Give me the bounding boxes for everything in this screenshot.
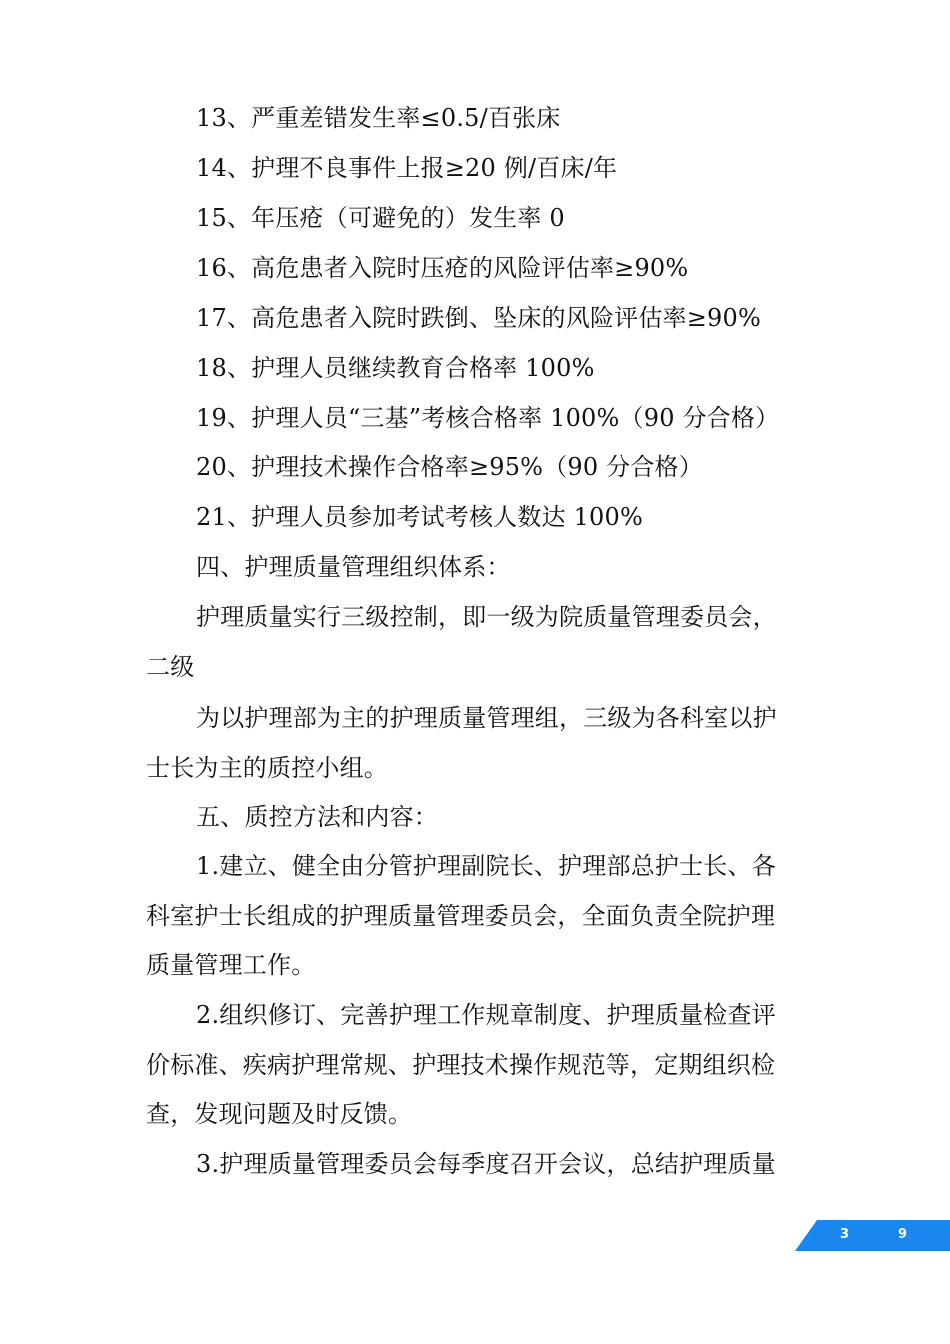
paragraph-line: 3.护理质量管理委员会每季度召开会议，总结护理质量 — [196, 1150, 776, 1178]
paragraph-line: 士长为主的质控小组。 — [146, 754, 388, 782]
paragraph-line: 查，发现问题及时反馈。 — [146, 1100, 413, 1128]
paragraph-line: 2.组织修订、完善护理工作规章制度、护理质量检查评 — [196, 1001, 776, 1029]
paragraph-line: 质量管理工作。 — [146, 951, 316, 979]
list-item-16: 16、高危患者入院时压疮的风险评估率≥90% — [196, 254, 689, 282]
list-item-18: 18、护理人员继续教育合格率 100% — [196, 354, 595, 382]
list-item-20: 20、护理技术操作合格率≥95%（90 分合格） — [196, 453, 703, 481]
paragraph-line: 为以护理部为主的护理质量管理组，三级为各科室以护 — [196, 704, 777, 732]
section-heading-4: 四、护理质量管理组织体系： — [196, 553, 511, 581]
page-total: 9 — [898, 1227, 908, 1242]
list-item-14: 14、护理不良事件上报≥20 例/百床/年 — [196, 154, 618, 182]
paragraph-line: 二级 — [146, 653, 195, 681]
page-current: 3 — [840, 1227, 850, 1242]
paragraph-line: 价标准、疾病护理常规、护理技术操作规范等，定期组织检 — [146, 1051, 776, 1079]
page-number-badge — [795, 1220, 950, 1251]
section-heading-5: 五、质控方法和内容： — [196, 803, 438, 831]
list-item-13: 13、严重差错发生率≤0.5/百张床 — [196, 104, 561, 132]
paragraph-line: 科室护士长组成的护理质量管理委员会，全面负责全院护理 — [146, 902, 776, 930]
list-item-17: 17、高危患者入院时跌倒、坠床的风险评估率≥90% — [196, 304, 761, 332]
list-item-21: 21、护理人员参加考试考核人数达 100% — [196, 503, 643, 531]
paragraph-line: 护理质量实行三级控制，即一级为院质量管理委员会， — [196, 603, 777, 631]
paragraph-line: 1.建立、健全由分管护理副院长、护理部总护士长、各 — [196, 852, 776, 880]
list-item-15: 15、年压疮（可避免的）发生率 0 — [196, 204, 565, 232]
list-item-19: 19、护理人员“三基”考核合格率 100%（90 分合格） — [196, 404, 780, 432]
